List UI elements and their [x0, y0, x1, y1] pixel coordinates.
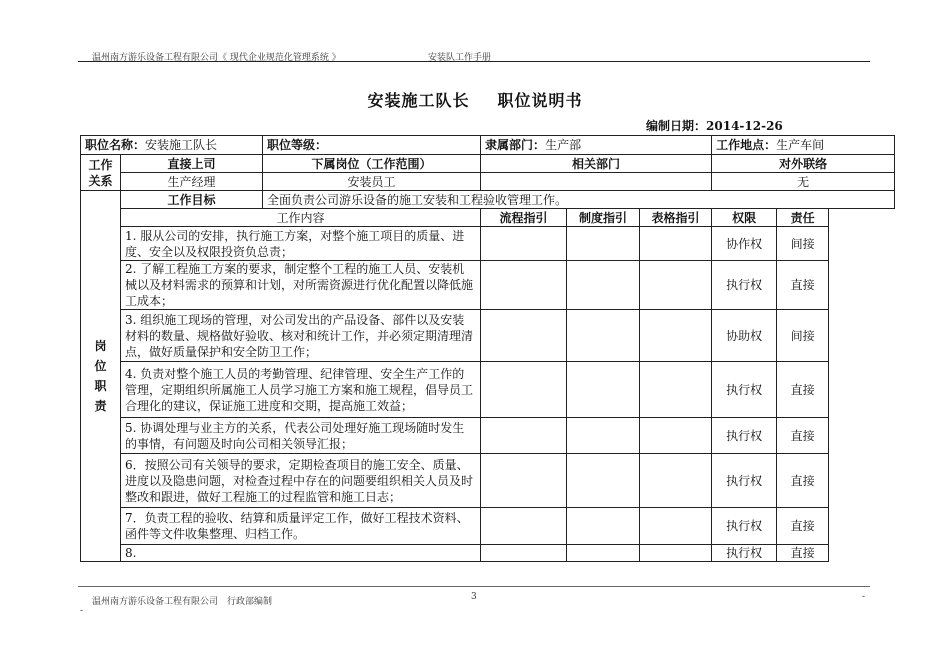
location-cell [712, 136, 895, 155]
document-title [0, 88, 950, 111]
duty-content: 7．负责工程的验收、结算和质量评定工作，做好工程技术资料、函件等文件收集整理、归档工作。 [121, 508, 481, 545]
duty-form-guide [640, 418, 712, 454]
position-value: 安装施工队长 [145, 138, 218, 152]
duty-policy-guide [567, 310, 640, 362]
duty-form-guide [640, 508, 712, 545]
duty-policy-guide [567, 418, 640, 454]
duty-policy-guide [567, 261, 640, 310]
duty-authority: 协助权 [712, 310, 777, 362]
duty-row [81, 508, 895, 545]
date-label: 编制日期： [646, 119, 707, 133]
job-description-table [80, 135, 895, 562]
duty-authority: 执行权 [712, 508, 777, 545]
duty-process-guide [481, 454, 567, 508]
relation-header-related-dept: 相关部门 [481, 155, 712, 173]
work-relations-label: 工作 关系 [81, 155, 121, 191]
duty-form-guide [640, 454, 712, 508]
relation-header-superior: 直接上司 [121, 155, 263, 173]
duty-content: 6．按照公司有关领导的要求，定期检查项目的施工安全、质量、进度以及隐患问题，对检查过程中存在的问题要组织相关人员及时整改和跟进，做好工程施工的过程监管和施工日志； [121, 454, 481, 508]
duty-responsibility: 直接 [777, 545, 829, 562]
duty-process-guide [481, 508, 567, 545]
duty-responsibility: 直接 [777, 508, 829, 545]
duty-authority: 协作权 [712, 227, 777, 261]
header-rule [78, 61, 870, 62]
duty-authority: 执行权 [712, 545, 777, 562]
duty-form-guide [640, 545, 712, 562]
duty-responsibility: 间接 [777, 227, 829, 261]
relations-header-row [81, 155, 895, 173]
title-position: 安装施工队长 [367, 91, 470, 110]
duties-side-label [81, 191, 121, 562]
goal-label: 工作目标 [121, 191, 263, 209]
duties-side-text: 岗 位 职 责 [94, 339, 107, 413]
duty-form-guide [640, 227, 712, 261]
footer-dash-left: - [80, 606, 84, 616]
duty-form-guide [640, 310, 712, 362]
duty-row [81, 227, 895, 261]
duty-responsibility: 直接 [777, 418, 829, 454]
duty-header-form: 表格指引 [640, 209, 712, 227]
department-label: 隶属部门： [485, 138, 546, 152]
duty-content: 2. 了解工程施工方案的要求，制定整个工程的施工人员、安装机械以及材料需求的预算和计划，对所需资源进行优化配置以降低施工成本； [121, 261, 481, 310]
duty-form-guide [640, 362, 712, 418]
location-value: 生产车间 [776, 138, 825, 152]
duty-responsibility: 直接 [777, 362, 829, 418]
relation-external-value: 无 [712, 173, 895, 191]
duty-content: 4. 负责对整个施工人员的考勤管理、纪律管理、安全生产工作的管理，定期组织所属施工人员学习施工方案和施工规程，倡导员工合理化的建议，保证施工进度和交期，提高施工效益； [121, 362, 481, 418]
date-value: 2014-12-26 [706, 119, 783, 133]
duty-row [81, 310, 895, 362]
duty-content: 8. [121, 545, 481, 562]
relations-value-row [81, 173, 895, 191]
title-doc-type: 职位说明书 [497, 91, 583, 110]
position-name-cell [81, 136, 263, 155]
relation-header-external: 对外联络 [712, 155, 895, 173]
duty-responsibility: 直接 [777, 261, 829, 310]
duty-process-guide [481, 545, 567, 562]
duty-row [81, 454, 895, 508]
duty-authority: 执行权 [712, 454, 777, 508]
duty-form-guide [640, 261, 712, 310]
duty-process-guide [481, 310, 567, 362]
duty-process-guide [481, 261, 567, 310]
duty-header-process: 流程指引 [481, 209, 567, 227]
duty-header-responsibility: 责任 [777, 209, 829, 227]
duty-process-guide [481, 418, 567, 454]
duty-policy-guide [567, 227, 640, 261]
header-company: 温州南方游乐设备工程有限公司《 现代企业规范化管理系统 》 [92, 53, 341, 63]
duty-content: 5. 协调处理与业主方的关系，代表公司处理好施工现场随时发生的事情，有问题及时向公司相关领导汇报； [121, 418, 481, 454]
duty-authority: 执行权 [712, 418, 777, 454]
duties-header-row [81, 209, 895, 227]
duty-policy-guide [567, 362, 640, 418]
relation-related-dept-value [481, 173, 712, 191]
duty-header-authority: 权限 [712, 209, 777, 227]
duty-policy-guide [567, 454, 640, 508]
duty-header-content: 工作内容 [121, 209, 481, 227]
duty-authority: 执行权 [712, 261, 777, 310]
page-header [78, 48, 870, 62]
duty-policy-guide [567, 545, 640, 562]
duty-content: 1. 服从公司的安排，执行施工方案，对整个施工项目的质量、进度、安全以及权限投资负总责； [121, 227, 481, 261]
duty-process-guide [481, 227, 567, 261]
goal-row [81, 191, 895, 209]
duty-authority: 执行权 [712, 362, 777, 418]
duty-row [81, 545, 895, 562]
relation-superior-value: 生产经理 [121, 173, 263, 191]
relation-header-subordinate: 下属岗位（工作范围） [263, 155, 481, 173]
relation-subordinate-value: 安装员工 [263, 173, 481, 191]
position-label: 职位名称： [85, 138, 146, 152]
info-row [81, 136, 895, 155]
location-label: 工作地点： [716, 138, 777, 152]
footer-dash-right: - [862, 592, 866, 602]
duty-row [81, 261, 895, 310]
duty-header-policy: 制度指引 [567, 209, 640, 227]
duty-row [81, 362, 895, 418]
goal-value: 全面负责公司游乐设备的施工安装和工程验收管理工作。 [263, 191, 895, 209]
position-level-cell [263, 136, 481, 155]
page-number: 3 [471, 592, 477, 602]
footer-text: 温州南方游乐设备工程有限公司 行政部编制 [92, 597, 273, 607]
duty-policy-guide [567, 508, 640, 545]
compile-date [646, 117, 783, 134]
department-value: 生产部 [545, 138, 582, 152]
footer-rule [78, 586, 870, 587]
duty-responsibility: 直接 [777, 454, 829, 508]
duty-row [81, 418, 895, 454]
duty-responsibility: 间接 [777, 310, 829, 362]
header-manual-title: 安装队工作手册 [428, 53, 492, 63]
duty-content: 3. 组织施工现场的管理，对公司发出的产品设备、部件以及安装材料的数量、规格做好验收、核对和统计工作，并必须定期清理清点，做好质量保护和安全防卫工作； [121, 310, 481, 362]
department-cell [481, 136, 712, 155]
duty-process-guide [481, 362, 567, 418]
level-label: 职位等级： [267, 138, 328, 152]
